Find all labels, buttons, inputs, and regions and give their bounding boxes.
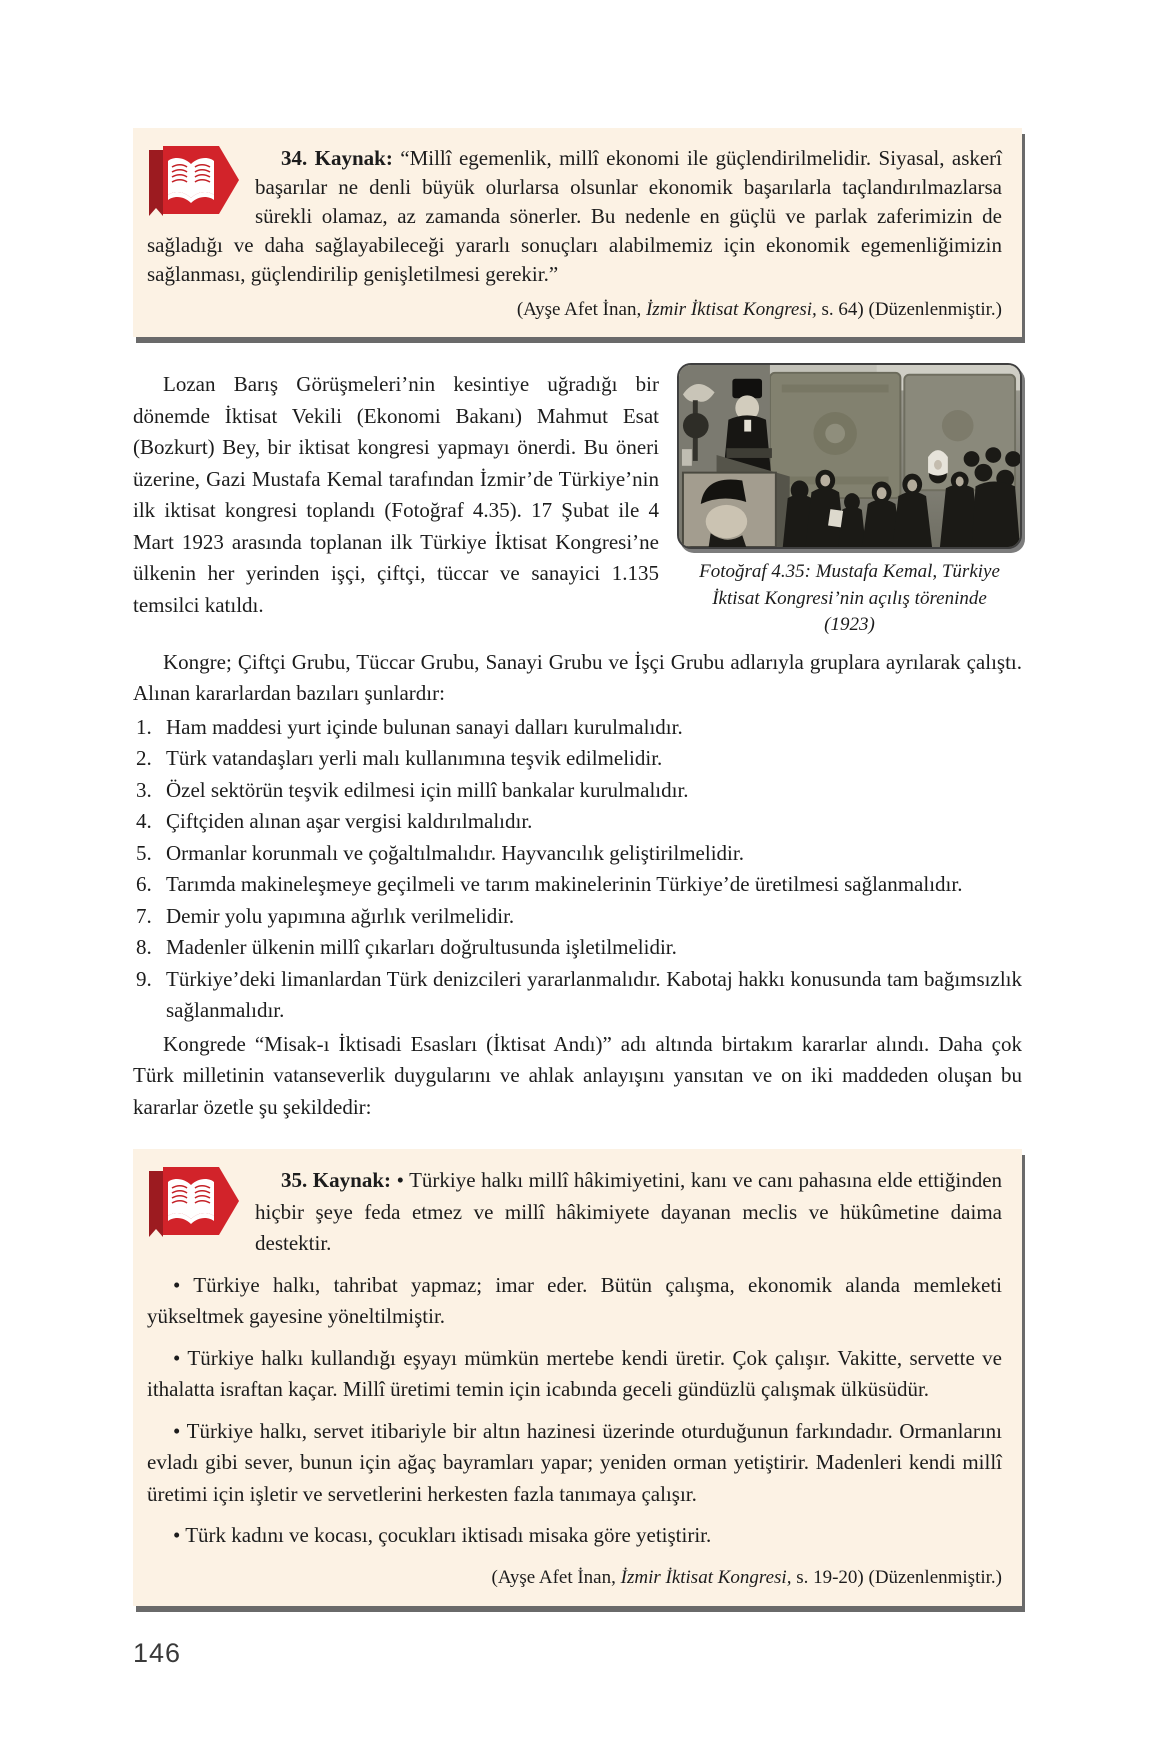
decision-item: Türk vatandaşları yerli malı kullanımına teşvik edilmelidir. <box>166 746 663 771</box>
page-content <box>133 128 1022 1669</box>
citation-suffix: s. 19-20) (Düzenlenmiştir.) <box>791 1566 1002 1588</box>
main-section <box>133 369 1022 1123</box>
decision-item: Madenler ülkenin millî çıkarları doğrultusunda işletilmelidir. <box>166 935 677 960</box>
decision-item: Çiftçiden alınan aşar vergisi kaldırılmalıdır. <box>166 809 533 834</box>
source-35-label: 35. Kaynak: <box>281 1168 391 1193</box>
decision-item: Ormanlar korunmalı ve çoğaltılmalıdır. Hayvancılık geliştirilmelidir. <box>166 840 744 865</box>
source-35-item <box>147 1343 1002 1406</box>
source-35-item: Türkiye halkı millî hâkimiyetini, kanı ve canı pahasına elde ettiğinden hiçbir şeye feda etmez ve millî hâkimiyete dayanan meclis ve hükûmetine daima destektir. <box>255 1168 1003 1256</box>
page-number: 146 <box>133 1638 182 1669</box>
citation-title: İzmir İktisat Kongresi, <box>645 298 817 320</box>
source-35-item-text: Türk kadını ve kocası, çocukları iktisadı misaka göre yetiştirir. <box>185 1523 712 1548</box>
citation-suffix: s. 64) (Düzenlenmiştir.) <box>816 298 1002 320</box>
groups-paragraph: Kongre; Çiftçi Grubu, Tüccar Grubu, Sanayi Grubu ve İşçi Grubu adlarıyla gruplara ayrılarak çalıştı. Alınan kararlardan bazıları şunlardır: <box>133 649 1022 706</box>
decisions-list <box>133 712 1022 1027</box>
bullet-marker: • <box>173 1418 181 1443</box>
decision-item: Demir yolu yapımına ağırlık verilmelidir. <box>166 903 515 928</box>
citation-prefix: (Ayşe Afet İnan, <box>516 298 646 320</box>
open-book-icon <box>145 1161 243 1243</box>
source-35-item-text: Türkiye halkı, tahribat yapmaz; imar eder. Bütün çalışma, ekonomik alanda memleketi yükseltmek gayesine yöneltilmiştir. <box>147 1272 1002 1329</box>
decision-item: Ham maddesi yurt içinde bulunan sanayi dalları kurulmalıdır. <box>166 714 683 739</box>
photo-figure <box>677 363 1022 639</box>
source-box-34 <box>133 128 1022 337</box>
decision-item: Özel sektörün teşvik edilmesi için millî bankalar kurulmalıdır. <box>166 777 689 802</box>
congress-photo <box>677 363 1022 549</box>
decision-item: Tarımda makineleşmeye geçilmeli ve tarım makinelerinin Türkiye’de üretilmesi sağlanmalıdır. <box>166 872 963 897</box>
citation-title: İzmir İktisat Kongresi, <box>620 1566 792 1588</box>
source-35-item <box>147 1416 1002 1511</box>
textbook-page <box>0 128 1163 1744</box>
open-book-icon <box>145 140 243 222</box>
source-35-item <box>147 1270 1002 1333</box>
citation-prefix: (Ayşe Afet İnan, <box>491 1566 621 1588</box>
source-box-35 <box>133 1149 1022 1606</box>
photo-caption: Fotoğraf 4.35: Mustafa Kemal, Türkiye İktisat Kongresi’nin açılış töreninde (1923) <box>699 561 1000 636</box>
source-35-item-text: Türkiye halkı, servet itibariyle bir altın hazinesi üzerinde oturduğunun farkındadır. Ormanlarını evladı gibi sever, bunun için ağaç bayramları yapar; yeniden orman yetiştirir. Madenleri kendi millî üretimi için işletir ve servetlerini herkesten fazla tanımaya çalışır. <box>147 1418 1002 1506</box>
bullet-marker: • <box>173 1272 181 1297</box>
source-35-item-text: Türkiye halkı kullandığı eşyayı mümkün mertebe kendi üretir. Çok çalışır. Vakitte, servette ve ithalatta israftan kaçar. Millî üretimi temin için icabında geceli gündüzlü çalışmak ülküsüdür. <box>147 1345 1003 1402</box>
source-35-text <box>147 1165 1002 1260</box>
bullet-marker: • <box>396 1168 404 1193</box>
source-34-quote: “Millî egemenlik, millî ekonomi ile güçlendirilmelidir. Siyasal, askerî başarılar ne denli büyük olurlarsa olsunlar ekonomik başarılarla taçlandırılmazlarsa sürekli olamaz, az zamanda sönerler. Bu nedenle en güçlü ve parlak zaferimizin de sağladığı ve daha sağlayabileceği yararlı sonuçları alabilmemiz için ekonomik egemenliğimizin sağlanması, güçlendirilip genişletilmesi gerekir.” <box>147 146 1003 286</box>
source-35-citation <box>147 1564 1002 1593</box>
bullet-marker: • <box>173 1345 181 1370</box>
source-35-item <box>147 1520 1002 1552</box>
bullet-marker: • <box>173 1523 181 1548</box>
source-34-label: 34. Kaynak: <box>281 146 393 170</box>
misak-paragraph: Kongrede “Misak-ı İktisadi Esasları (İktisat Andı)” adı altında birtakım kararlar alındı. Daha çok Türk milletinin vatanseverlik duygularını ve ahlak anlayışını yansıtan ve on iki maddeden oluşan bu kararlar özetle şu şekildedir: <box>133 1031 1022 1119</box>
source-34-citation <box>147 297 1002 323</box>
intro-paragraph: Lozan Barış Görüşmeleri’nin kesintiye uğradığı bir dönemde İktisat Vekili (Ekonomi Bakanı) Mahmut Esat (Bozkurt) Bey, bir iktisat kongresi yapmayı önerdi. Bu öneri üzerine, Gazi Mustafa Kemal tarafından İzmir’de Türkiye’nin ilk iktisat kongresi toplandı (Fotoğraf 4.35). 17 Şubat ile 4 Mart 1923 arasında toplanan ilk Türkiye İktisat Kongresi’ne ülkenin her yerinden işçi, çiftçi, tüccar ve sanayici 1.135 temsilci katıldı. <box>133 372 659 617</box>
source-34-text <box>147 144 1002 289</box>
decision-item: Türkiye’deki limanlardan Türk denizcileri yararlanmalıdır. Kabotaj hakkı konusunda tam bağımsızlık sağlanmalıdır. <box>166 966 1022 1023</box>
